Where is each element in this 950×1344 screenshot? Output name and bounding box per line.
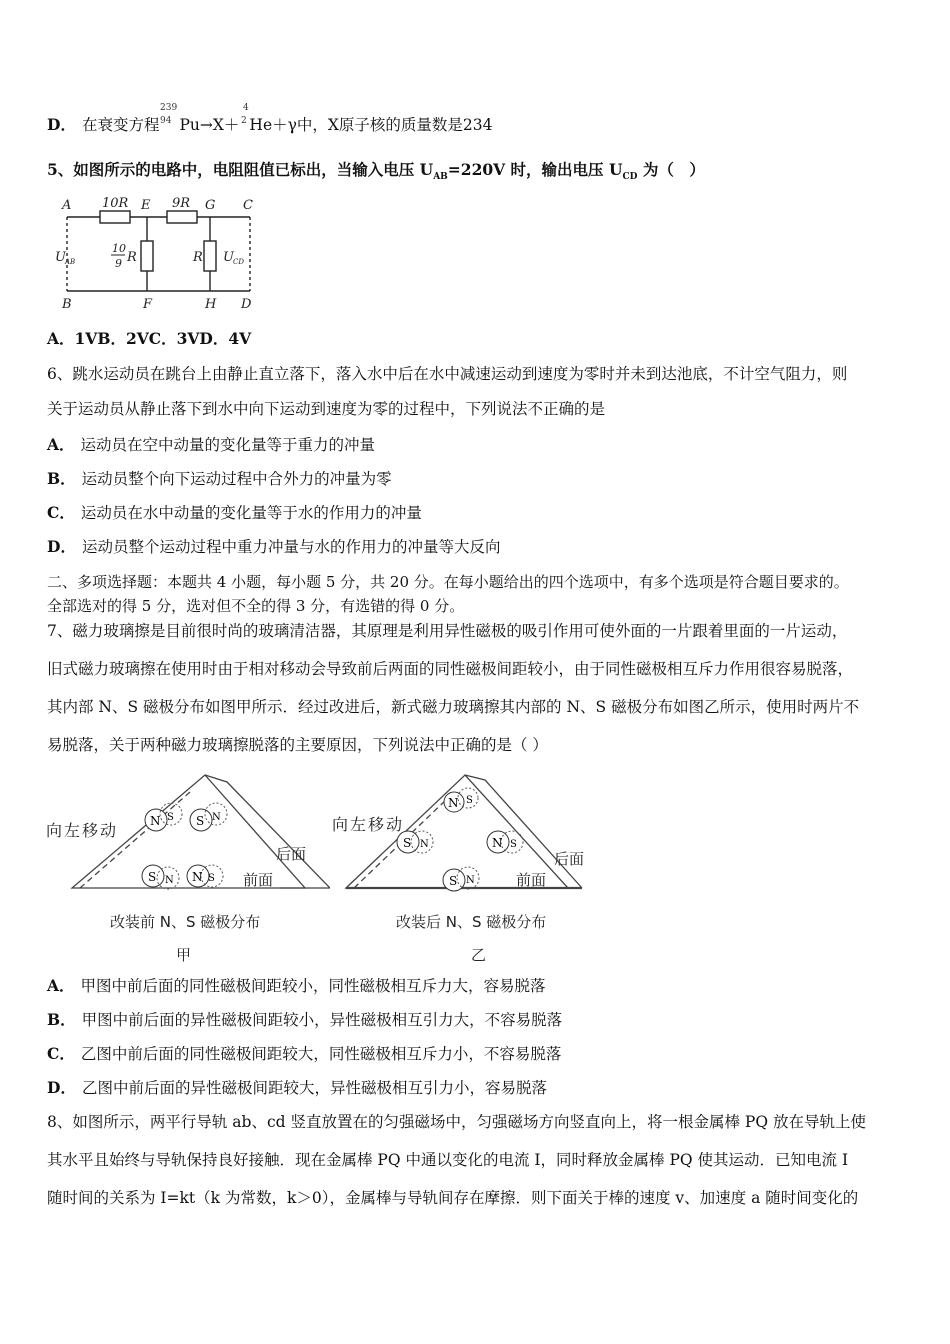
svg-text:S: S [208, 873, 215, 884]
node-g: G [205, 198, 216, 213]
label-uab: U [55, 250, 66, 265]
svg-text:S: S [403, 836, 412, 850]
fig-jia-back-label: 后面 [276, 845, 307, 863]
section2-heading-line1: 二、多项选择题：本题共 4 小题，每小题 5 分，共 20 分。在每小题给出的四个选项中，有多个选项是符合题目要求的。 [47, 573, 849, 591]
q7-stem-line1: 7、磁力玻璃擦是目前很时尚的玻璃清洁器，其原理是利用异性磁极的吸引作用可使外面的一片跟着里面的一片运动， [47, 622, 848, 640]
q7-option-c: C． 乙图中前后面的同性磁极间距较大，同性磁极相互斥力小，不容易脱落 [47, 1044, 562, 1063]
q7-stem-line3: 其内部 N、S 磁极分布如图甲所示．经过改进后，新式磁力玻璃擦其内部的 N、S 磁极分布如图乙所示，使用时两片不 [47, 698, 860, 716]
pu-mass-number: 239 [160, 103, 178, 113]
fig-yi-back-label: 后面 [554, 850, 585, 868]
node-h: H [205, 297, 217, 312]
q7-stem-line2: 旧式磁力玻璃擦在使用时由于相对移动会导致前后两面的同性磁极间距较小，由于同性磁极相互斥力作用很容易脱落， [47, 660, 854, 678]
fig-jia-tag: 甲 [176, 946, 192, 964]
svg-text:N: N [492, 836, 503, 850]
node-e: E [141, 198, 151, 213]
resistor-10r [100, 211, 130, 223]
resistor-10-9r [141, 241, 153, 271]
label-frac-num: 10 [112, 242, 126, 255]
label-frac-r: R [127, 250, 137, 265]
svg-text:CD: CD [233, 258, 244, 266]
svg-text:N: N [150, 814, 161, 828]
q8-stem-line1: 8、如图所示，两平行导轨 ab、cd 竖直放置在的匀强磁场中，匀强磁场方向竖直向上，将一根金属棒 PQ 放在导轨上使 [47, 1113, 866, 1131]
fig-jia-move-label: 向左移动 [46, 821, 119, 840]
q8-stem-line2: 其水平且始终与导轨保持良好接触．现在金属棒 PQ 中通以变化的电流 I，同时释放金属棒 PQ 使其运动．已知电流 I [47, 1151, 849, 1169]
fig-yi-tag: 乙 [471, 946, 487, 964]
svg-text:S: S [148, 870, 157, 884]
svg-text:S: S [510, 839, 517, 850]
section2-heading-line2: 全部选对的得 5 分，选对但不全的得 3 分，有选错的得 0 分。 [47, 597, 465, 615]
q5-stem: 5、如图所示的电路中，电阻阻值已标出，当输入电压 $U_{AB}=220V$ 时，输出电压 $U_{CD}$ 为（ ） [47, 160, 705, 183]
resistor-9r [167, 211, 197, 223]
label-ucd: U [223, 250, 234, 265]
label-10r: 10R [102, 196, 129, 211]
he-mass-number: 4 [243, 103, 249, 113]
q7-option-a: A． 甲图中前后面的同性磁极间距较小，同性磁极相互斥力大，容易脱落 [47, 976, 546, 995]
fig-yi-front-label: 前面 [516, 871, 547, 889]
q6-option-d: D． 运动员整个运动过程中重力冲量与水的作用力的冲量等大反向 [47, 537, 501, 556]
label-9r: 9R [172, 196, 191, 211]
label-r: R [193, 250, 203, 265]
label-frac-den: 9 [115, 257, 122, 270]
q6-stem-line1: 6、跳水运动员在跳台上由静止直立落下，落入水中后在水中减速运动到速度为零时并未到达池底，不计空气阻力，则 [47, 365, 848, 383]
q5-options: A．1VB．2VC．3VD．4V [47, 329, 252, 348]
node-b: B [62, 297, 72, 312]
svg-text:N: N [192, 870, 203, 884]
node-a: A [62, 198, 72, 213]
svg-text:N: N [212, 812, 221, 823]
fig-jia-front-label: 前面 [243, 871, 274, 889]
option-label: D． [47, 115, 76, 134]
q6-option-a: A． 运动员在空中动量的变化量等于重力的冲量 [47, 435, 376, 454]
svg-text:N: N [420, 839, 429, 850]
node-f: F [143, 297, 153, 312]
svg-text:N: N [466, 875, 475, 886]
svg-text:AB: AB [65, 258, 76, 266]
svg-text:S: S [466, 795, 473, 806]
q6-option-c: C． 运动员在水中动量的变化量等于水的作用力的冲量 [47, 503, 422, 522]
q6-stem-line2: 关于运动员从静止落下到水中向下运动到速度为零的过程中，下列说法不正确的是 [47, 400, 606, 418]
svg-text:S: S [196, 814, 205, 828]
svg-text:N: N [448, 796, 459, 810]
pu-charge-number: 94 [160, 116, 172, 126]
svg-text:S: S [449, 874, 458, 888]
fig-yi-move-label: 向左移动 [332, 815, 405, 834]
svg-text:N: N [165, 875, 174, 886]
he-charge-number: 2 [241, 116, 247, 126]
magnet-poles-yi [397, 788, 523, 891]
svg-text:S: S [167, 812, 174, 823]
q7-option-d: D． 乙图中前后面的异性磁极间距较大，异性磁极相互引力小，容易脱落 [47, 1078, 547, 1097]
q5-circuit-diagram [55, 195, 270, 315]
fig-jia-caption: 改装前 N、S 磁极分布 [110, 913, 261, 931]
node-d: D [241, 297, 252, 312]
q7-option-b: B． 甲图中前后面的异性磁极间距较小，异性磁极相互引力大，不容易脱落 [47, 1010, 563, 1029]
node-c: C [243, 198, 253, 213]
magnet-poles-jia [142, 803, 227, 889]
q8-stem-line3: 随时间的关系为 I=kt（k 为常数，k＞0），金属棒与导轨间存在摩擦．则下面关于棒的速度 v、加速度 a 随时间变化的 [47, 1189, 859, 1207]
q6-option-b: B． 运动员整个向下运动过程中合外力的冲量为零 [47, 469, 392, 488]
q4-option-d: D． 在衰变方程 Pu→X＋ He＋γ中，X原子核的质量数是234 [47, 115, 493, 134]
q7-stem-line4: 易脱落，关于两种磁力玻璃擦脱落的主要原因，下列说法中正确的是（ ） [47, 736, 548, 754]
fig-yi-caption: 改装后 N、S 磁极分布 [396, 913, 547, 931]
resistor-r [204, 241, 216, 271]
